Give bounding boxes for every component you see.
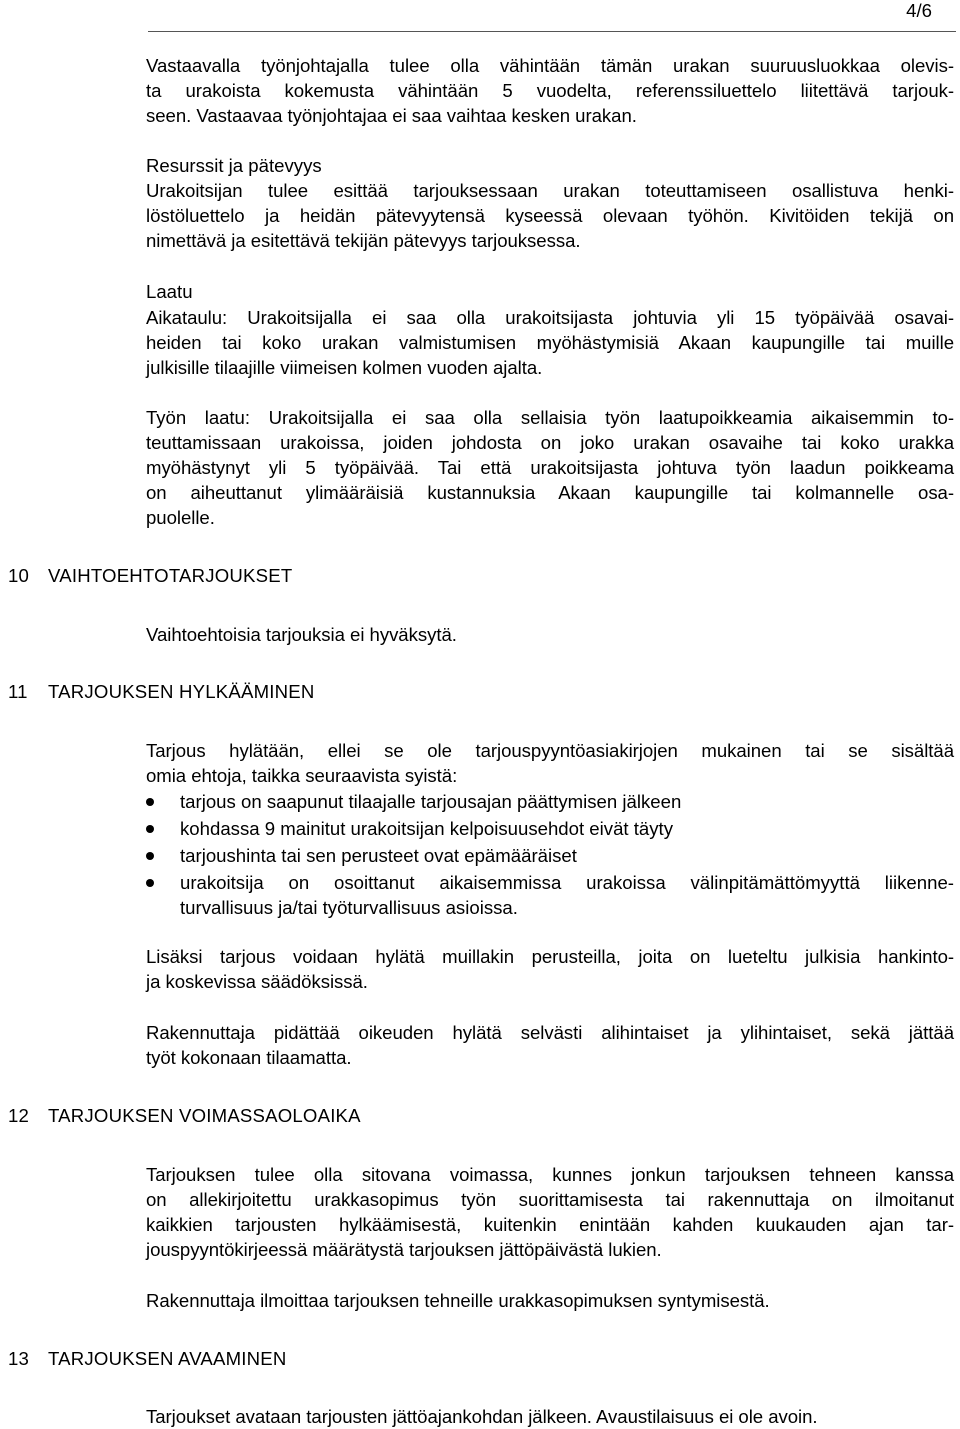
schedule-paragraph <box>146 305 954 380</box>
resources-paragraph <box>146 178 954 253</box>
section-number: 13 <box>8 1348 30 1369</box>
section-title: TARJOUKSEN HYLKÄÄMINEN <box>48 681 315 702</box>
text-line: Työn laatu: Urakoitsijalla ei saa olla sellaisia työn laatupoikkeamia aikaisemmin to- <box>146 407 954 428</box>
text-line: on aiheuttanut ylimääräisiä kustannuksia Akaan kaupungille tai kolmannelle osa- <box>146 482 954 503</box>
list-item <box>146 843 954 868</box>
bullet-icon <box>146 879 154 887</box>
text-line: Urakoitsijan tulee esittää tarjouksessaan urakan toteuttamiseen osallistuva henki- <box>146 180 954 201</box>
list-item <box>146 816 954 841</box>
text-line: Tarjous hylätään, ellei se ole tarjouspyyntöasiakirjojen mukainen tai se sisältää <box>146 740 954 761</box>
section-12-heading <box>8 1103 361 1128</box>
list-item <box>146 789 954 814</box>
text-line: Vaihtoehtoisia tarjouksia ei hyväksytä. <box>146 624 457 645</box>
notice-paragraph <box>146 1288 954 1313</box>
text-line: työt kokonaan tilaamatta. <box>146 1047 352 1068</box>
section-number: 10 <box>8 565 30 586</box>
text-line: puolelle. <box>146 507 215 528</box>
resources-heading: Resurssit ja pätevyys <box>146 155 322 176</box>
text-line: nimettävä ja esitettävä tekijän pätevyys tarjouksessa. <box>146 230 581 251</box>
text-line: Tarjouksen tulee olla sitovana voimassa, kunnes jonkun tarjouksen tehneen kanssa <box>146 1164 954 1185</box>
bullet-icon <box>146 798 154 806</box>
section-13-heading <box>8 1346 287 1371</box>
text-line: teuttamissaan urakoissa, joiden johdosta on joko urakan osavaihe tai koko urakka <box>146 432 954 453</box>
opening-paragraph <box>146 1404 954 1429</box>
section-number: 11 <box>8 681 28 702</box>
bullet-icon <box>146 852 154 860</box>
section-title: TARJOUKSEN AVAAMINEN <box>48 1348 287 1369</box>
section-number: 12 <box>8 1105 30 1126</box>
text-line: Tarjoukset avataan tarjousten jättöajankohdan jälkeen. Avaustilaisuus ei ole avoin. <box>146 1406 818 1427</box>
other-grounds-paragraph <box>146 944 954 994</box>
text-line: julkisille tilaajille viimeisen kolmen vuoden ajalta. <box>146 357 543 378</box>
section-10-text <box>146 622 954 647</box>
quality-heading: Laatu <box>146 281 193 302</box>
text-line: kohdassa 9 mainitut urakoitsijan kelpoisuusehdot eivät täyty <box>180 818 674 839</box>
section-title: TARJOUKSEN VOIMASSAOLOAIKA <box>48 1105 361 1126</box>
intro-paragraph <box>146 53 954 128</box>
work-quality-paragraph <box>146 405 954 530</box>
text-line: Lisäksi tarjous voidaan hylätä muillakin perusteilla, joita on lueteltu julkisia hankinto- <box>146 946 954 967</box>
section-11-heading <box>8 679 314 704</box>
text-line: omia ehtoja, taikka seuraavista syistä: <box>146 765 458 786</box>
rejection-reasons-list <box>146 789 954 922</box>
text-line: Rakennuttaja pidättää oikeuden hylätä selvästi alihintaiset ja ylihintaiset, sekä jättää <box>146 1022 954 1043</box>
rejection-intro <box>146 738 954 788</box>
page-number: 4/6 <box>906 0 932 21</box>
text-line: Rakennuttaja ilmoittaa tarjouksen tehneille urakkasopimuksen syntymisestä. <box>146 1290 770 1311</box>
section-title: VAIHTOEHTOTARJOUKSET <box>48 565 293 586</box>
header-rule <box>148 31 956 32</box>
list-item <box>146 870 954 920</box>
text-line: jouspyyntökirjeessä määrätystä tarjouksen jättöpäivästä lukien. <box>146 1239 662 1260</box>
text-line: seen. Vastaavaa työnjohtajaa ei saa vaihtaa kesken urakan. <box>146 105 637 126</box>
text-line: on allekirjoitettu urakkasopimus työn suorittamisesta tai rakennuttaja on ilmoitanut <box>146 1189 954 1210</box>
text-line: turvallisuus ja/tai työturvallisuus asioissa. <box>180 897 518 918</box>
text-line: urakoitsija on osoittanut aikaisemmissa urakoissa välinpitämättömyyttä liikenne- <box>180 872 954 893</box>
validity-paragraph <box>146 1162 954 1262</box>
text-line: kaikkien tarjousten hylkäämisestä, kuitenkin enintään kahden kuukauden ajan tar- <box>146 1214 954 1235</box>
bullet-icon <box>146 825 154 833</box>
text-line: myöhästynyt yli 5 työpäivää. Tai että urakoitsijasta johtuva työn laadun poikkeama <box>146 457 954 478</box>
text-line: tarjoushinta tai sen perusteet ovat epämääräiset <box>180 845 577 866</box>
reserve-right-paragraph <box>146 1020 954 1070</box>
text-line: tarjous on saapunut tilaajalle tarjousajan päättymisen jälkeen <box>180 791 682 812</box>
section-10-heading <box>8 563 292 588</box>
text-line: Vastaavalla työnjohtajalla tulee olla vähintään tämän urakan suuruusluokkaa olevis- <box>146 55 954 76</box>
text-line: heiden tai koko urakan valmistumisen myöhästymisiä Akaan kaupungille tai muille <box>146 332 954 353</box>
text-line: ja koskevissa säädöksissä. <box>146 971 368 992</box>
text-line: Aikataulu: Urakoitsijalla ei saa olla urakoitsijasta johtuvia yli 15 työpäivää osavai- <box>146 307 954 328</box>
text-line: löstöluettelo ja heidän pätevyytensä kyseessä olevaan työhön. Kivitöiden tekijä on <box>146 205 954 226</box>
text-line: ta urakoista kokemusta vähintään 5 vuodelta, referenssiluettelo liitettävä tarjouk- <box>146 80 954 101</box>
